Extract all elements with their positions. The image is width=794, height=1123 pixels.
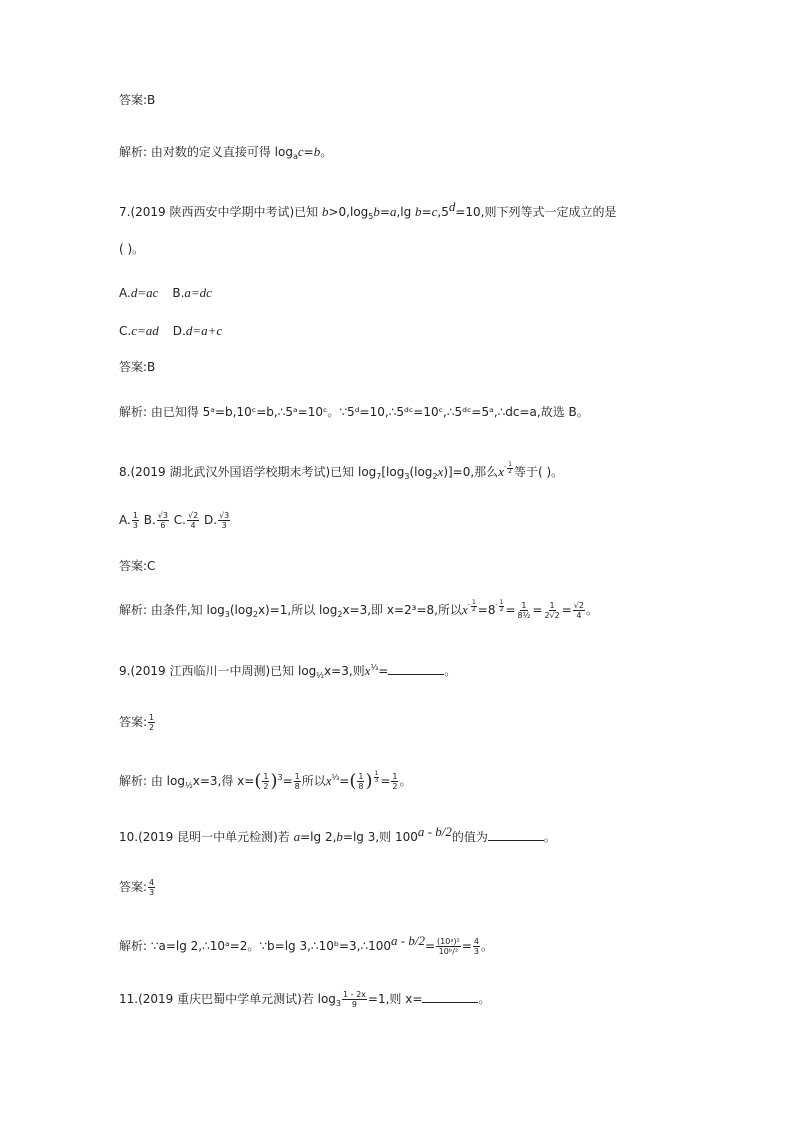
- q9-answer-blank: [388, 663, 444, 675]
- q10-stem: 10.(2019 昆明一中单元检测)若 a=lg 2,b=lg 3,则 $100^{a - b/2}$的值为 。: [119, 824, 556, 844]
- q11-answer-blank: [422, 991, 478, 1003]
- q8-analysis: 解析: 由条件,知 $\log_3(\log_2x)=1$,所以 $\log_2x=3$,即 x=2³=8,所以x- $\frac{1}{2}$ =8- $\frac{1}{2}$ = $\frac{1}{\text{8½}}$ = $\frac{1}{2√2}$ = $\frac{√2}{4}$ 。: [119, 599, 598, 620]
- q8-stem: 8.(2019 湖北武汉外国语学校期末考试)已知 $\log_7[\log_3(\log_2x)]=0$,那么x- $\frac{1}{2}$ 等于( )。: [119, 461, 564, 481]
- q7-options-ab: A.d=ac B.a=dc: [119, 285, 212, 300]
- q10-analysis: 解析: ∵a=lg 2,∴10ᵃ=2。∵b=lg $3,\therefore 10ᵇ=3,\therefore 100^{a - b/2}=$ $\frac{\text{(10ᵃ)²}}{\text{10ᵇ/²}}$ = $\frac{4}{3}$ 。: [119, 933, 493, 956]
- q8-answer: 答案:C: [119, 559, 156, 573]
- q7-paren: ( )。: [119, 242, 145, 256]
- q7-analysis: 解析: 由已知得 5ᵃ=b,10ᶜ=b,∴5ᵃ=10ᶜ。∵5ᵈ=10,∴5ᵈᶜ=10ᶜ,∴5ᵈᶜ=5ᵃ,∴dc=a,故选 B。: [119, 405, 589, 419]
- q10-answer-blank: [488, 829, 544, 841]
- q9-stem: 9.(2019 江西临川一中周测)已知 $\log_{\frac{1}{2}}x=3$,则$x^{\frac{1}{3}}=$ 。: [119, 663, 457, 680]
- q7-stem: 7.(2019 陕西西安中学期中考试)已知 $b>0,\log_5b=a,\lg$ b=c,5$^d$=10,则下列等式一定成立的是: [119, 199, 617, 221]
- q10-answer: 答案: $\frac{4}{3}$: [119, 878, 155, 897]
- q9-analysis: 解析: 由 $\log_{\frac{1}{2}}x=3$,得 x=( $\frac{1}{2}$ )$^3$= $\frac{1}{8}$ 所以$x^{\frac{1}{3}}=$( $\frac{1}{8}$ ) $\frac{1}{3}$ = $\frac{1}{2}$ 。: [119, 770, 412, 792]
- q8-options: A. $\frac{1}{3}$ B. $\frac{√3}{6}$ C. $\frac{√2}{4}$ D. $\frac{√3}{3}$: [119, 511, 230, 530]
- q7-options-cd: C.c=ad D.d=a+c: [119, 323, 223, 338]
- q11-stem: 11.(2019 重庆巴蜀中学单元测试)若 $\log_3$ $\frac{1 - 2x}{9}$ =1,则 x= 。: [119, 990, 491, 1009]
- q9-answer: 答案: $\frac{1}{2}$: [119, 713, 155, 732]
- q6-analysis: 解析: 由对数的定义直接可得 $\log_ac=b$。: [119, 144, 333, 161]
- q6-answer: 答案:B: [119, 93, 156, 107]
- q7-answer: 答案:B: [119, 360, 156, 374]
